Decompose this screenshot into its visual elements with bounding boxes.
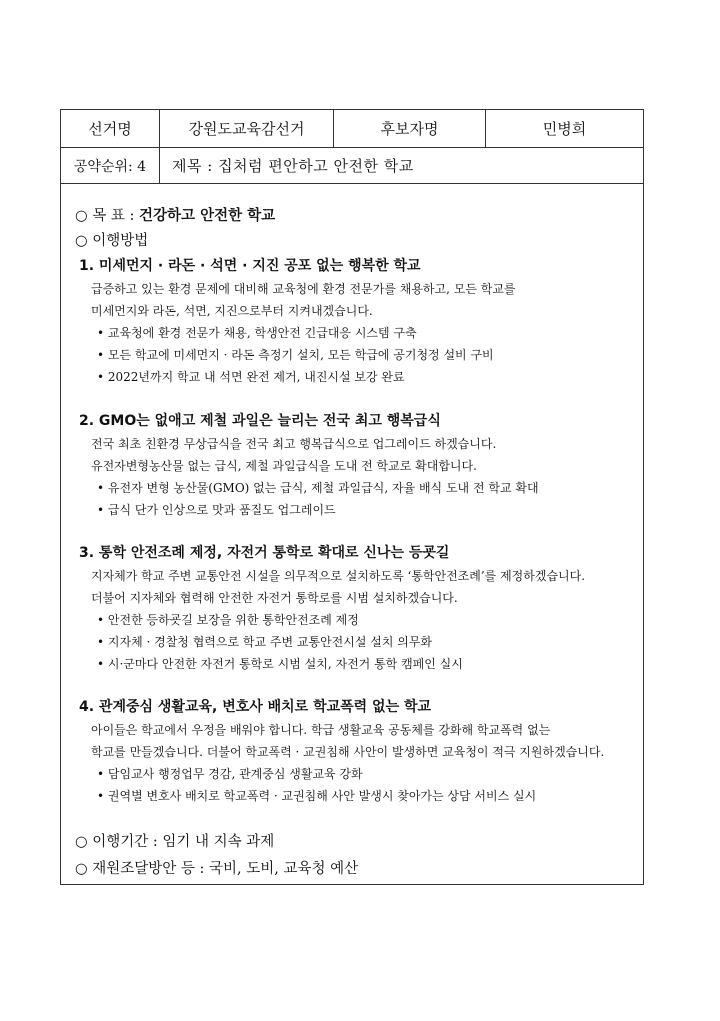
bullet-item: • 급식 단가 인상으로 맛과 품질도 업그레이드 — [97, 503, 336, 517]
section-paragraph: 미세먼지와 라돈, 석면, 지진으로부터 지켜내겠습니다. — [91, 304, 373, 318]
pledge-title-row — [61, 148, 643, 184]
section-paragraph: 유전자변형농산물 없는 급식, 제철 과일급식을 도내 전 학교로 확대합니다. — [91, 459, 477, 473]
goal-label: ○ 목 표 : — [75, 208, 135, 224]
period-line: ○ 이행기간 : 임기 내 지속 과제 — [75, 834, 275, 850]
bullet-item: • 안전한 등하굣길 보장을 위한 통학안전조례 제정 — [97, 613, 359, 627]
goal-line — [75, 204, 275, 225]
bullet-item: • 시·군마다 안전한 자전거 통학로 시범 설치, 자전거 통학 캠페인 실시 — [97, 657, 463, 671]
election-name: 강원도교육감선거 — [159, 110, 333, 147]
election-label: 선거명 — [88, 120, 132, 138]
section-paragraph: 급증하고 있는 환경 문제에 대비해 교육청에 환경 전문가를 채용하고, 모든 학교를 — [91, 282, 516, 296]
bullet-item: • 권역별 변호사 배치로 학교폭력 · 교권침해 사안 발생시 찾아가는 상담 서비스 실시 — [97, 789, 537, 803]
section-heading: 4. 관계중심 생활교육, 변호사 배치로 학교폭력 없는 학교 — [79, 699, 432, 715]
header-row — [61, 110, 643, 148]
funding-line: ○ 재원조달방안 등 : 국비, 도비, 교육청 예산 — [75, 861, 359, 877]
section-heading: 1. 미세먼지 · 라돈 · 석면 · 지진 공포 없는 행복한 학교 — [79, 258, 421, 274]
bullet-item: • 교육청에 환경 전문가 채용, 학생안전 긴급대응 시스템 구축 — [97, 326, 417, 340]
pledge-rank: 공약순위: 4 — [73, 158, 147, 175]
section-paragraph: 전국 최초 친환경 무상급식을 전국 최고 행복급식으로 업그레이드 하겠습니다. — [91, 437, 497, 451]
bullet-item: • 2022년까지 학교 내 석면 완전 제거, 내진시설 보강 완료 — [97, 370, 405, 384]
method-label: ○ 이행방법 — [75, 233, 149, 249]
bullet-item: • 유전자 변형 농산물(GMO) 없는 급식, 제철 과일급식, 자율 배식 도내 전 학교 확대 — [97, 481, 539, 495]
pledge-title: 제목 : 집처럼 편안하고 안전한 학교 — [159, 148, 643, 183]
goal-value: 건강하고 안전한 학교 — [139, 208, 276, 224]
section-heading: 2. GMO는 없애고 제철 과일은 늘리는 전국 최고 행복급식 — [79, 413, 441, 429]
bullet-item: • 지자체 · 경찰청 협력으로 학교 주변 교통안전시설 설치 의무화 — [97, 635, 433, 649]
bullet-item: • 담임교사 행정업무 경감, 관계중심 생활교육 강화 — [97, 767, 363, 781]
candidate-name: 민병희 — [485, 110, 643, 147]
section-paragraph: 더불어 지자체와 협력해 안전한 자전거 통학로를 시범 설치하겠습니다. — [91, 591, 458, 605]
pledge-form — [60, 109, 644, 885]
section-paragraph: 지자체가 학교 주변 교통안전 시설을 의무적으로 설치하도록 ‘통학안전조례’를 제정하겠습니다. — [91, 569, 586, 583]
section-heading: 3. 통학 안전조례 제정, 자전거 통학로 확대로 신나는 등굣길 — [79, 545, 450, 561]
candidate-label: 후보자명 — [333, 110, 485, 147]
section-paragraph: 아이들은 학교에서 우정을 배워야 합니다. 학급 생활교육 공동체를 강화해 학교폭력 없는 — [91, 723, 551, 737]
section-paragraph: 학교를 만들겠습니다. 더불어 학교폭력 · 교권침해 사안이 발생하면 교육청이 적극 지원하겠습니다. — [91, 745, 605, 759]
bullet-item: • 모든 학교에 미세먼지 · 라돈 측정기 설치, 모든 학급에 공기청정 설비 구비 — [97, 348, 494, 362]
